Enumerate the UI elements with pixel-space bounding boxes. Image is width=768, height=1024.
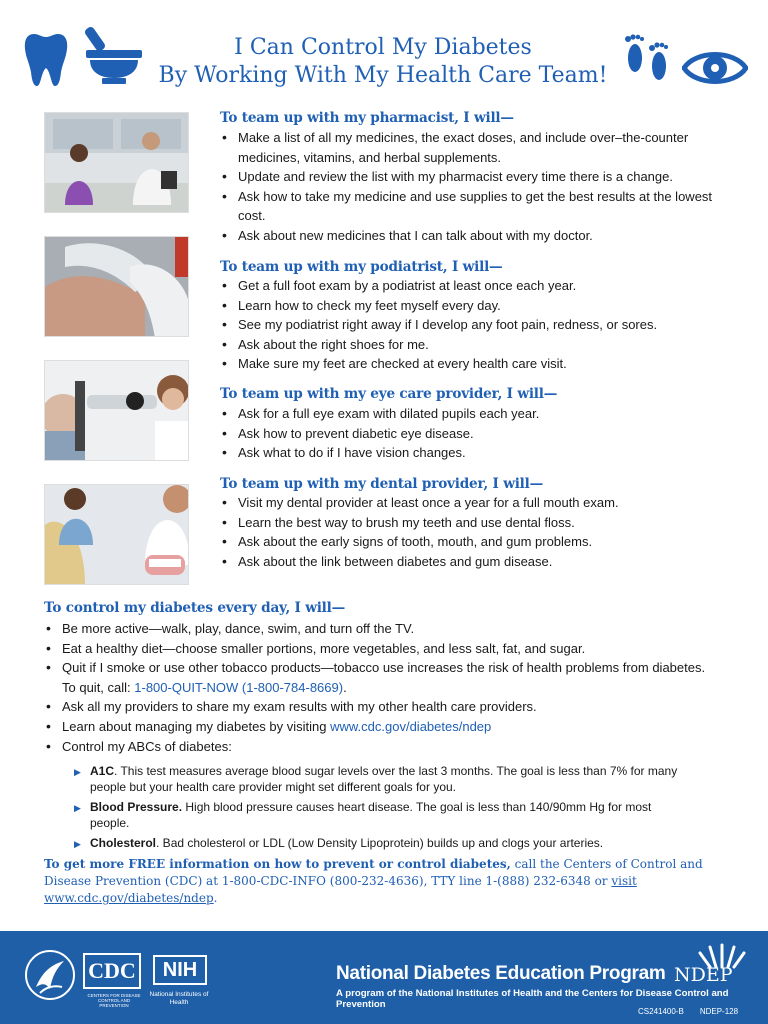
ndep-url-link[interactable]: www.cdc.gov/diabetes/ndep [330,718,492,734]
list-item: • Be more active—walk, play, dance, swim, and turn off the TV. [44,619,756,639]
list-item [44,717,756,737]
list-item: • Learn how to check my feet myself every day. [220,296,720,316]
abc-text: High blood pressure causes heart disease. The goal is less than 140/90mm Hg for most people. [90,800,652,830]
podiatrist-heading: To team up with my podiatrist, I will— [220,259,503,275]
quit-phone-link[interactable]: 1-800-QUIT-NOW (1-800-784-8669) [134,679,344,695]
list-item: • Make sure my feet are checked at every health care visit. [220,354,720,374]
list-item: • Ask for a full eye exam with dilated pupils each year. [220,404,720,424]
cdc-caption: CENTERS FOR DISEASE CONTROL AND PREVENTION [87,993,141,1008]
code-cs: CS241400-B [638,1007,684,1016]
program-subtitle: A program of the National Institutes of Health and the Centers for Disease Control and Prevention [336,988,729,1010]
abc-term: Cholesterol [90,836,157,850]
list-item: • Ask all my providers to share my exam results with my other health care providers. [44,697,756,717]
footer-bar [0,931,768,1024]
nih-caption: National Institutes of Health [149,991,209,1006]
code-ndep: NDEP-128 [699,1007,739,1016]
list-item: • Visit my dental provider at least once a year for a full mouth exam. [220,493,720,513]
list-item [44,658,756,697]
quit-prefix: To quit, call: [62,679,135,695]
title-line-2: By Working With My Health Care Team! [158,63,608,88]
tooth-icon [24,32,68,88]
list-item: • See my podiatrist right away if I develop any foot pain, redness, or sores. [220,315,720,335]
abc-list [74,763,694,855]
mortar-pestle-icon [84,24,144,86]
daily-list [44,619,756,756]
eye-care-heading: To team up with my eye care provider, I will— [220,386,558,402]
info-body: call the Centers of Control and Disease Prevention (CDC) at 1-800-CDC-INFO (800-232-4636), TTY line 1-(888) 232-6348 or [44,857,703,888]
pharmacist-list [220,128,720,246]
more-info-paragraph [44,856,744,907]
nih-logo: NIH [153,955,207,985]
pharmacist-photo [44,112,189,213]
abc-item-a1c [74,763,694,795]
learn-prefix: Learn about managing my diabetes by visiting [62,718,331,734]
list-item: • Ask about the early signs of tooth, mouth, and gum problems. [220,532,720,552]
abc-item-blood-pressure [74,799,694,831]
abc-text: . This test measures average blood sugar levels over the last 3 months. The goal is less than 7% for many people but your health care provider might set different goals for you. [90,764,678,794]
title-line-1: I Can Control My Diabetes [234,35,532,60]
abc-term: Blood Pressure. [90,800,183,814]
info-end: . [213,891,218,905]
abc-text: . Bad cholesterol or LDL (Low Density Lipoprotein) builds up and clogs your arteries. [156,836,604,850]
program-abbr: NDEP [674,964,733,986]
eye-icon [682,46,748,90]
quit-suffix: . [343,679,347,695]
document-codes [638,1007,754,1016]
list-item: • Ask what to do if I have vision changes. [220,443,720,463]
info-link[interactable]: visit www.cdc.gov/diabetes/ndep [44,874,637,905]
dental-photo [44,484,189,585]
list-item: • Control my ABCs of diabetes: [44,737,756,757]
podiatrist-photo [44,236,189,337]
cdc-logo: CDC [83,953,141,989]
page-title [140,34,626,90]
list-item: • Learn the best way to brush my teeth and use dental floss. [220,513,720,533]
eye-care-list [220,404,720,463]
dental-list [220,493,720,571]
list-item: • Eat a healthy diet—choose smaller portions, more vegetables, and less salt, fat, and sugar. [44,639,756,659]
list-item: • Ask about the link between diabetes and gum disease. [220,552,720,572]
abc-term: A1C [90,764,115,778]
footprints-icon [622,26,674,90]
tobacco-text: Quit if I smoke or use other tobacco products—tobacco use increases the risk of health problems from diabetes. [62,660,706,676]
pharmacist-heading: To team up with my pharmacist, I will— [220,110,514,126]
hhs-seal-icon [22,943,78,1013]
program-name: National Diabetes Education Program [336,963,666,984]
list-item: • Get a full foot exam by a podiatrist at least once each year. [220,276,720,296]
list-item: • Update and review the list with my pharmacist every time there is a change. [220,167,720,187]
list-item: • Ask about the right shoes for me. [220,335,720,355]
dental-heading: To team up with my dental provider, I will— [220,476,543,492]
eye-exam-photo [44,360,189,461]
list-item: • Make a list of all my medicines, the exact doses, and include over–the-counter medicines, vitamins, and herbal supplements. [220,128,720,167]
daily-heading: To control my diabetes every day, I will— [44,600,345,616]
list-item: • Ask how to prevent diabetic eye disease. [220,424,720,444]
abc-item-cholesterol [74,835,694,851]
list-item: • Ask about new medicines that I can talk about with my doctor. [220,226,720,246]
list-item: • Ask how to take my medicine and use supplies to get the best results at the lowest cost. [220,187,720,226]
info-lead: To get more FREE information on how to prevent or control diabetes, [44,857,511,871]
podiatrist-list [220,276,720,374]
